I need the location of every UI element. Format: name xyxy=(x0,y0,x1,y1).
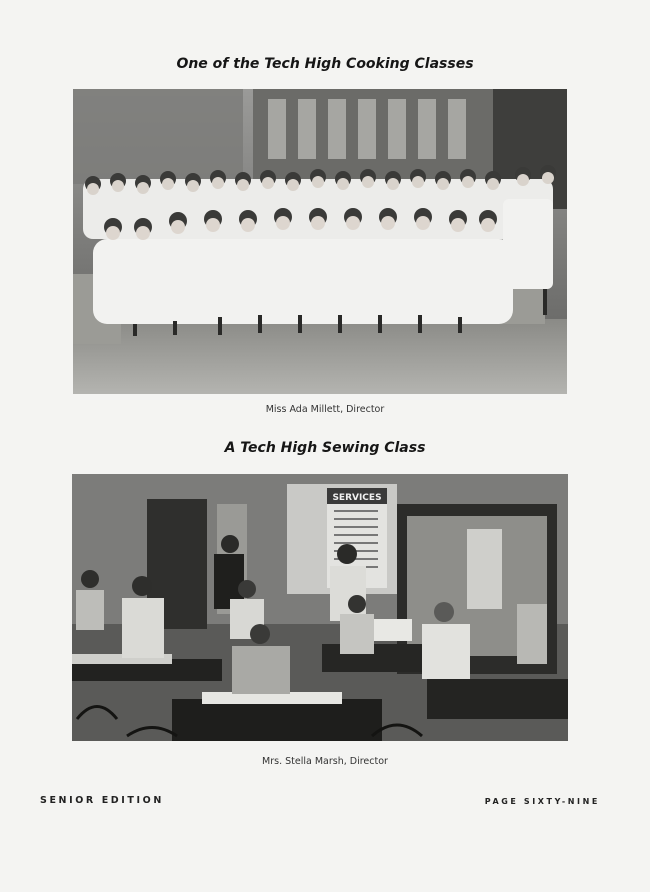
sewing-class-caption: Mrs. Stella Marsh, Director xyxy=(262,756,388,767)
footer-edition: SENIOR EDITION xyxy=(40,795,164,806)
cooking-class-photo xyxy=(73,89,567,394)
sewing-class-photo xyxy=(72,474,568,741)
cooking-class-caption: Miss Ada Millett, Director xyxy=(265,404,385,415)
sewing-class-photo-image xyxy=(72,474,568,741)
cooking-class-heading: One of the Tech High Cooking Classes xyxy=(176,56,474,72)
services-sign-text: SERVICES xyxy=(332,493,382,503)
sewing-class-heading: A Tech High Sewing Class xyxy=(224,440,426,456)
cooking-class-photo-image xyxy=(73,89,567,394)
footer-page-number: PAGE SIXTY-NINE xyxy=(484,797,600,806)
